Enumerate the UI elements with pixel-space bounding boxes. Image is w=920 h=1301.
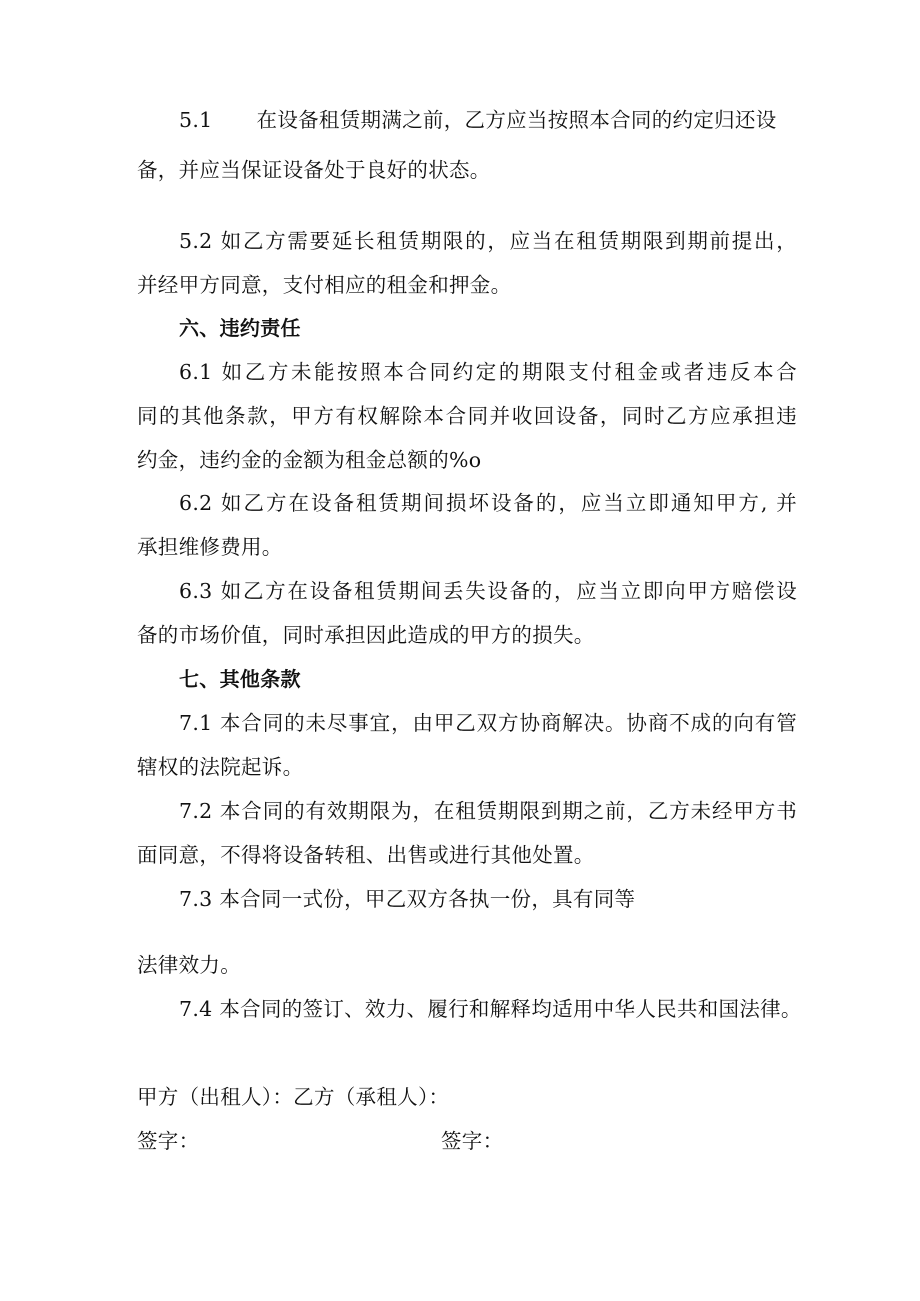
clause-7-3-line-1: 7.3 本合同一式份，甲乙双方各执一份，具有同等 <box>179 887 636 911</box>
clause-5-1-line-2: 备，并应当保证设备处于良好的状态。 <box>137 158 491 182</box>
section-7-heading: 七、其他条款 <box>179 667 301 691</box>
clause-7-4-line-1: 7.4 本合同的签订、效力、履行和解释均适用中华人民共和国法律。 <box>179 997 802 1021</box>
clause-7-3-line-2: 法律效力。 <box>137 953 241 977</box>
section-6-heading: 六、违约责任 <box>179 316 301 340</box>
clause-6-1-line-3: 约金，违约金的金额为租金总额的%o <box>137 448 482 472</box>
clause-5-2-line-2: 并经甲方同意，支付相应的租金和押金。 <box>137 273 512 297</box>
clause-6-1-line-1: 6.1 如乙方未能按照本合同约定的期限支付租金或者违反本合 <box>179 360 797 384</box>
clause-5-2-line-1: 5.2 如乙方需要延长租赁期限的，应当在租赁期限到期前提出， <box>179 229 797 253</box>
clause-5-1-number: 5.1 <box>179 108 213 132</box>
clause-7-1-line-1: 7.1 本合同的未尽事宜，由甲乙双方协商解决。协商不成的向有管 <box>179 711 797 735</box>
clause-7-1-line-2: 辖权的法院起诉。 <box>137 755 304 779</box>
clause-6-1-line-2: 同的其他条款，甲方有权解除本合同并收回设备，同时乙方应承担违 <box>137 404 797 428</box>
clause-6-2-line-2: 承担维修费用。 <box>137 535 283 559</box>
clause-5-1-text: 在设备租赁期满之前，乙方应当按照本合同的约定归还设 <box>256 108 777 132</box>
sign-right-label: 签字： <box>441 1129 504 1153</box>
clause-7-2-line-1: 7.2 本合同的有效期限为，在租赁期限到期之前，乙方未经甲方书 <box>179 799 797 823</box>
signature-parties: 甲方（出租人）：乙方（承租人）： <box>137 1085 450 1109</box>
sign-left-label: 签字： <box>137 1129 200 1153</box>
clause-5-1-line-1 <box>179 105 797 135</box>
clause-6-3-line-1: 6.3 如乙方在设备租赁期间丢失设备的，应当立即向甲方赔偿设 <box>179 579 797 603</box>
clause-7-2-line-2: 面同意，不得将设备转租、出售或进行其他处置。 <box>137 843 595 867</box>
clause-6-3-line-2: 备的市场价值，同时承担因此造成的甲方的损失。 <box>137 623 595 647</box>
clause-6-2-line-1: 6.2 如乙方在设备租赁期间损坏设备的，应当立即通知甲方, 并 <box>179 491 797 515</box>
